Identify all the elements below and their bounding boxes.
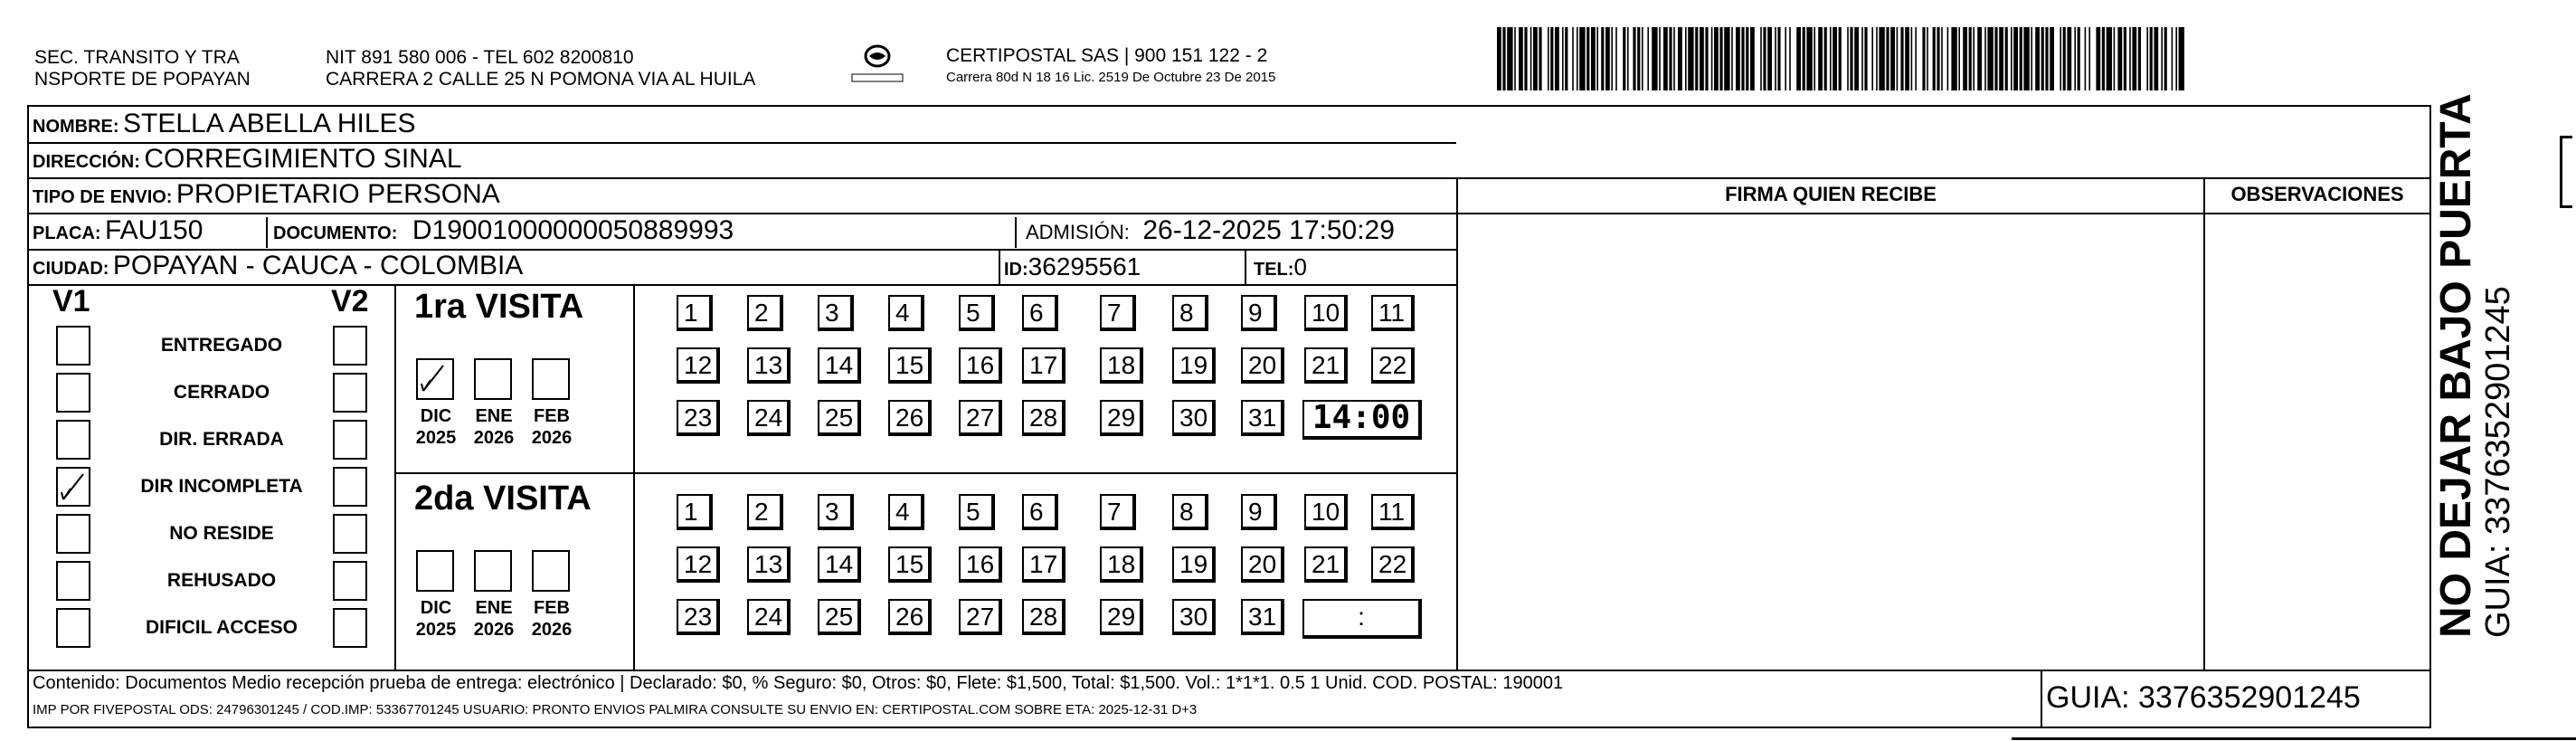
month-checkbox[interactable]: [474, 550, 512, 592]
day-cell[interactable]: 29: [1100, 599, 1143, 635]
day-cell[interactable]: 25: [818, 599, 861, 635]
v1-checkbox[interactable]: [56, 467, 90, 507]
day-cell[interactable]: 26: [888, 599, 932, 635]
day-cell[interactable]: 12: [677, 347, 720, 384]
day-cell[interactable]: 11: [1371, 295, 1415, 331]
month-year: 2026: [473, 428, 515, 448]
v1-checkbox[interactable]: [56, 514, 90, 554]
first-visit-title: 1ra VISITA: [414, 288, 584, 326]
status-label: DIR. ERRADA: [159, 429, 284, 450]
day-cell[interactable]: 6: [1022, 494, 1058, 530]
day-cell[interactable]: 10: [1304, 295, 1348, 331]
certipostal-logo: [850, 40, 904, 90]
day-cell[interactable]: 16: [959, 546, 1002, 583]
side-guia-text: GUIA: 3376352901245: [2479, 286, 2517, 638]
month-label: [467, 405, 521, 449]
ciudad-value: POPAYAN - CAUCA - COLOMBIA: [112, 251, 524, 280]
day-cell[interactable]: 22: [1371, 347, 1415, 384]
no-dejar-text: NO DEJAR BAJO PUERTA: [2432, 93, 2480, 638]
tel-field: TEL:0: [1254, 253, 1307, 280]
v1-checkbox[interactable]: [56, 561, 90, 601]
footer-content: Contenido: Documentos Medio recepción prueba de entrega: electrónico | Declarado: $0, % Seguro: $0, Otros: $0, Flete: $1,500, Total: $1,500. Vol.: 1*1*1. 0.5 1 Unid. COD. POSTAL: 190001: [33, 673, 1564, 693]
day-cell[interactable]: 14: [818, 546, 861, 583]
month-year: 2026: [473, 620, 515, 640]
v2-checkbox[interactable]: [333, 467, 367, 507]
admision-value: 26-12-2025 17:50:29: [1142, 215, 1395, 245]
day-cell[interactable]: 8: [1172, 295, 1208, 331]
month-name: DIC: [420, 598, 452, 618]
v2-checkbox[interactable]: [333, 326, 367, 366]
day-cell[interactable]: 29: [1100, 400, 1143, 436]
day-cell[interactable]: 13: [747, 347, 791, 384]
day-cell[interactable]: 4: [888, 494, 924, 530]
v1-header: V1: [52, 284, 90, 318]
day-cell[interactable]: 1: [677, 295, 713, 331]
documento-field: DOCUMENTO: D19001000000050889993: [273, 215, 734, 245]
month-name: FEB: [534, 406, 570, 426]
tipo-envio-row: TIPO DE ENVIO: PROPIETARIO PERSONA: [33, 179, 500, 209]
day-cell[interactable]: 9: [1241, 295, 1277, 331]
day-cell[interactable]: 11: [1371, 494, 1415, 530]
day-cell[interactable]: 24: [747, 599, 791, 635]
day-cell[interactable]: 20: [1241, 546, 1284, 583]
day-cell[interactable]: 30: [1172, 400, 1216, 436]
status-label: NO RESIDE: [169, 523, 274, 544]
status-label: DIR INCOMPLETA: [140, 476, 303, 497]
sender-address: NIT 891 580 006 - TEL 602 8200810 CARRERA 2 CALLE 25 N POMONA VIA AL HUILA: [326, 47, 756, 90]
barcode: [1497, 27, 2184, 90]
month-year: 2025: [415, 428, 457, 448]
v1-checkbox[interactable]: [56, 608, 90, 648]
day-cell[interactable]: 9: [1241, 494, 1277, 530]
day-cell[interactable]: 12: [677, 546, 720, 583]
v2-header: V2: [331, 284, 369, 318]
day-cell[interactable]: 10: [1304, 494, 1348, 530]
id-value: 36295561: [1028, 252, 1141, 280]
month-year: 2026: [531, 428, 573, 448]
day-cell[interactable]: 30: [1172, 599, 1216, 635]
day-cell[interactable]: 21: [1304, 546, 1348, 583]
v2-checkbox[interactable]: [333, 514, 367, 554]
v2-checkbox[interactable]: [333, 373, 367, 413]
month-year: 2025: [415, 620, 457, 640]
day-cell[interactable]: 14: [818, 347, 861, 384]
day-cell[interactable]: 24: [747, 400, 791, 436]
nombre-value: STELLA ABELLA HILES: [123, 109, 416, 138]
month-name: ENE: [475, 406, 513, 426]
id-field: ID:36295561: [1004, 252, 1141, 280]
day-cell[interactable]: 23: [677, 599, 720, 635]
day-cell[interactable]: 2: [747, 295, 783, 331]
month-checkbox[interactable]: [416, 550, 454, 592]
day-cell[interactable]: 16: [959, 347, 1002, 384]
day-cell[interactable]: 17: [1022, 546, 1065, 583]
day-cell[interactable]: 6: [1022, 295, 1058, 331]
v1-checkbox[interactable]: [56, 326, 90, 366]
status-label: ENTREGADO: [160, 335, 283, 356]
month-checkbox[interactable]: [532, 358, 570, 400]
footer-print-info: IMP POR FIVEPOSTAL ODS: 24796301245 / COD.IMP: 53367701245 USUARIO: PRONTO ENVIOS PALMIRA CONSULTE SU ENVIO EN: CERTIPOSTAL.COM SOBRE ETA: 2025-12-31 D+3: [33, 702, 1198, 717]
day-cell[interactable]: 3: [818, 295, 854, 331]
day-cell[interactable]: 28: [1022, 599, 1065, 635]
firma-header: FIRMA QUIEN RECIBE: [1725, 183, 1937, 205]
day-cell[interactable]: 21: [1304, 347, 1348, 384]
day-cell[interactable]: 28: [1022, 400, 1065, 436]
month-checkbox[interactable]: [416, 358, 454, 400]
v2-checkbox[interactable]: [333, 420, 367, 460]
day-cell[interactable]: 15: [888, 347, 932, 384]
day-cell[interactable]: 26: [888, 400, 932, 436]
side-labels: [2432, 93, 2524, 638]
day-cell[interactable]: 7: [1100, 295, 1136, 331]
direccion-value: CORREGIMIENTO SINAL: [144, 144, 462, 174]
day-cell[interactable]: 19: [1172, 347, 1216, 384]
month-checkbox[interactable]: [474, 358, 512, 400]
documento-value: D19001000000050889993: [412, 215, 734, 245]
day-cell[interactable]: 13: [747, 546, 791, 583]
nombre-row: NOMBRE: STELLA ABELLA HILES: [33, 109, 416, 138]
tel-value: 0: [1293, 253, 1307, 280]
time-field[interactable]: 14:00: [1302, 400, 1422, 440]
month-name: ENE: [475, 598, 513, 618]
day-cell[interactable]: 27: [959, 400, 1002, 436]
day-cell[interactable]: 15: [888, 546, 932, 583]
observaciones-header: OBSERVACIONES: [2230, 183, 2404, 205]
month-year: 2026: [531, 620, 573, 640]
tipo-envio-value: PROPIETARIO PERSONA: [175, 179, 500, 209]
day-cell[interactable]: 3: [818, 494, 854, 530]
time-field[interactable]: :: [1302, 599, 1422, 639]
day-cell[interactable]: 7: [1100, 494, 1136, 530]
guia-box: GUIA: 3376352901245: [2046, 680, 2361, 715]
month-label: [409, 597, 463, 641]
placa-row: PLACA: FAU150: [33, 215, 204, 245]
day-cell[interactable]: 17: [1022, 347, 1065, 384]
month-label: [467, 597, 521, 641]
month-label: [525, 405, 579, 449]
status-label: REHUSADO: [166, 570, 277, 591]
v1-checkbox[interactable]: [56, 420, 90, 460]
day-cell[interactable]: 25: [818, 400, 861, 436]
day-cell[interactable]: 23: [677, 400, 720, 436]
second-visit-title: 2da VISITA: [414, 480, 592, 518]
day-cell[interactable]: 27: [959, 599, 1002, 635]
day-cell[interactable]: 19: [1172, 546, 1216, 583]
placa-value: FAU150: [105, 215, 204, 245]
status-label: DIFICIL ACCESO: [145, 617, 298, 638]
admision-field: ADMISIÓN: 26-12-2025 17:50:29: [1026, 215, 1395, 245]
month-label: [409, 405, 463, 449]
day-cell[interactable]: 5: [959, 494, 995, 530]
day-cell[interactable]: 31: [1241, 599, 1284, 635]
day-cell[interactable]: 22: [1371, 546, 1415, 583]
ciudad-row: CIUDAD: POPAYAN - CAUCA - COLOMBIA: [33, 251, 524, 280]
month-name: DIC: [420, 406, 452, 426]
direccion-row: DIRECCIÓN: CORREGIMIENTO SINAL: [33, 144, 462, 174]
v2-checkbox[interactable]: [333, 561, 367, 601]
day-cell[interactable]: 5: [959, 295, 995, 331]
day-cell[interactable]: 8: [1172, 494, 1208, 530]
day-cell[interactable]: 18: [1100, 546, 1143, 583]
status-label: CERRADO: [173, 382, 270, 403]
day-cell[interactable]: 18: [1100, 347, 1143, 384]
company-info: CERTIPOSTAL SAS | 900 151 122 - 2 Carrera 80d N 18 16 Lic. 2519 De Octubre 23 De 2015: [946, 45, 1276, 85]
month-label: [525, 597, 579, 641]
day-cell[interactable]: 4: [888, 295, 924, 331]
month-name: FEB: [534, 598, 570, 618]
sender-name: SEC. TRANSITO Y TRA NSPORTE DE POPAYAN: [34, 47, 251, 90]
v2-checkbox[interactable]: [333, 608, 367, 648]
month-checkbox[interactable]: [532, 550, 570, 592]
edge-mark: [2560, 136, 2572, 208]
day-cell[interactable]: 20: [1241, 347, 1284, 384]
v1-checkbox[interactable]: [56, 373, 90, 413]
day-cell[interactable]: 1: [677, 494, 713, 530]
day-cell[interactable]: 2: [747, 494, 783, 530]
day-cell[interactable]: 31: [1241, 400, 1284, 436]
